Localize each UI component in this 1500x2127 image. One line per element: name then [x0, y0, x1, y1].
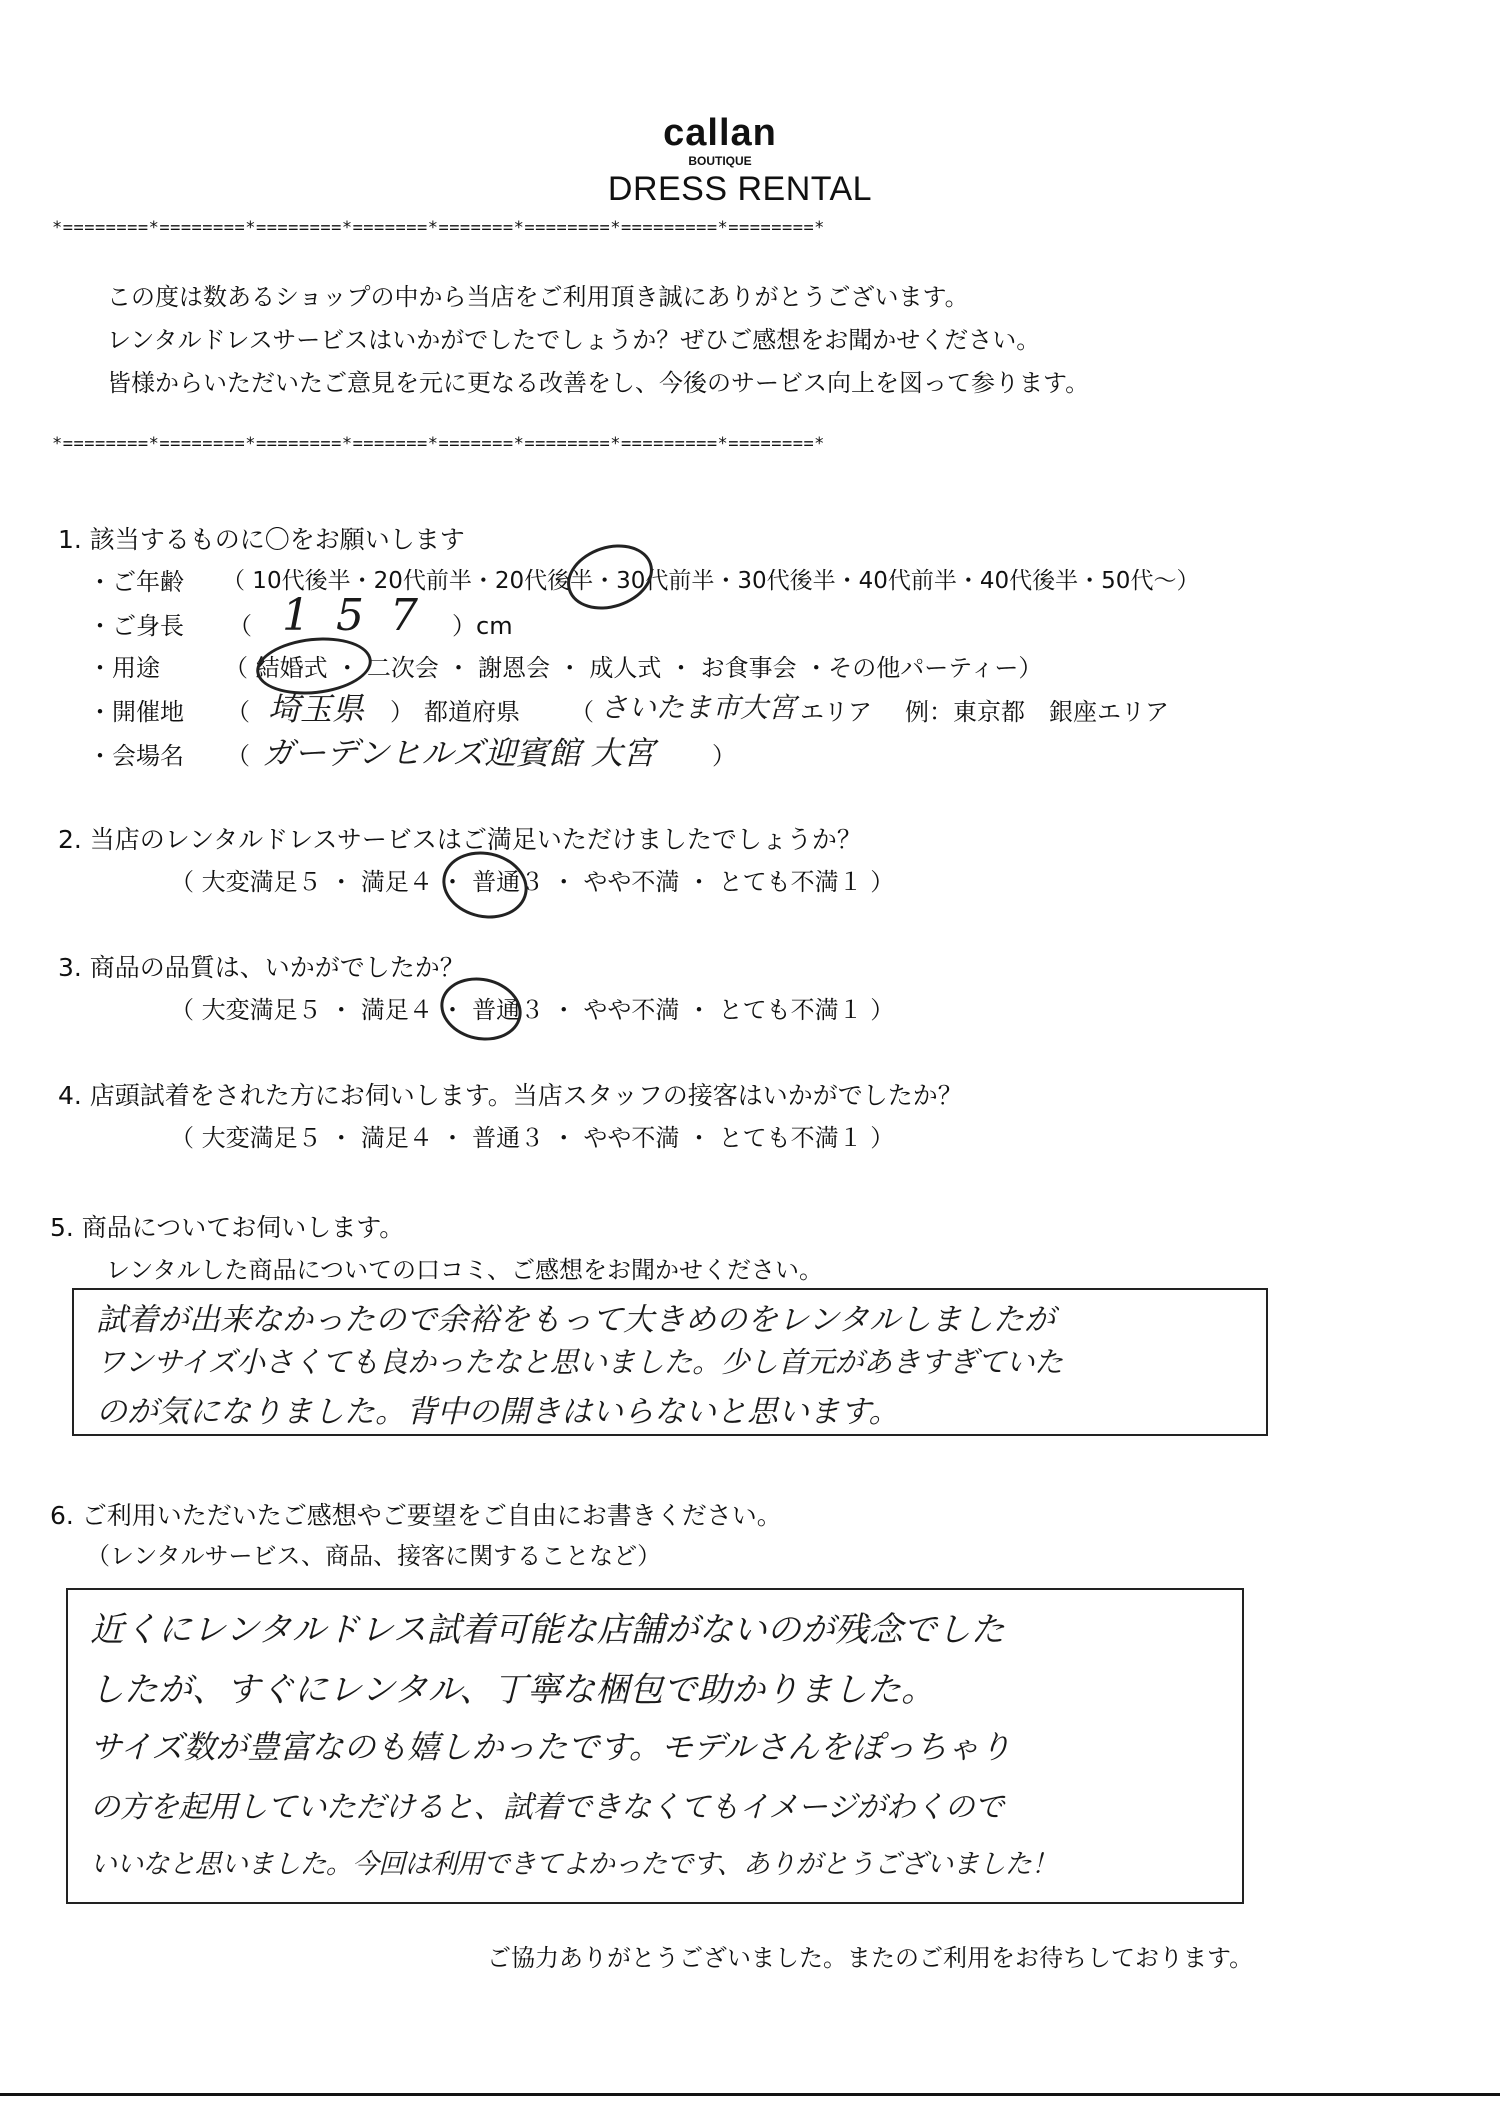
- q6-subtitle: （レンタルサービス、商品、接客に関することなど）: [86, 1542, 662, 1570]
- q6-answer-box: [66, 1588, 1244, 1904]
- hall-value: ガーデンヒルズ迎賓館 大宮: [262, 734, 655, 772]
- age-selection-circle: [559, 534, 662, 620]
- q5-subtitle: レンタルした商品についての口コミ、ご感想をお聞かせください。: [106, 1256, 823, 1284]
- venue-open-1: （: [226, 698, 250, 726]
- q6-answer-line-5: いいなと思いました。今回は利用できてよかったです、ありがとうございました！: [90, 1849, 1058, 1880]
- venue-area: さいたま市大宮: [600, 691, 797, 724]
- q5-answer-line-3: のが気になりました。背中の開きはいらないと思います。: [96, 1394, 900, 1430]
- height-label: ・ご身長: [88, 612, 184, 640]
- q6-answer-line-1: 近くにレンタルドレス試着可能な店舗がないのが残念でした: [90, 1610, 1005, 1650]
- brand-logo: callan: [663, 112, 777, 154]
- height-open: （: [228, 612, 252, 640]
- q3-options: （ 大変満足５ ・ 満足４ ・ 普通３ ・ やや不満 ・ とても不満１ ）: [170, 996, 895, 1024]
- venue-close-1: ）: [390, 698, 414, 726]
- q3-title: 3. 商品の品質は、いかがでしたか？: [58, 953, 465, 982]
- hall-close: ）: [712, 742, 736, 770]
- brand-sublabel: BOUTIQUE: [688, 154, 752, 168]
- venue-prefecture: 埼玉県: [268, 690, 365, 728]
- q2-selection-circle: [436, 844, 534, 926]
- q4-options: （ 大変満足５ ・ 満足４ ・ 普通３ ・ やや不満 ・ とても不満１ ）: [170, 1124, 895, 1152]
- q5-answer-box: [72, 1288, 1268, 1436]
- purpose-label: ・用途: [88, 654, 160, 682]
- intro-line-3: 皆様からいただいたご意見を元に更なる改善をし、今後のサービス向上を図って参ります。: [107, 369, 1090, 397]
- closing-message: ご協力ありがとうございました。またのご利用をお待ちしております。: [487, 1944, 1254, 1972]
- height-unit: ）cm: [452, 612, 513, 640]
- height-value: 157: [282, 590, 444, 641]
- venue-label: ・開催地: [88, 698, 184, 726]
- q5-answer-line-2: ワンサイズ小さくても良かったなと思いました。少し首元があきすぎていた: [96, 1345, 1063, 1379]
- venue-open-2: （: [570, 698, 594, 726]
- q6-answer-line-2: したが、すぐにレンタル、丁寧な梱包で助かりました。: [90, 1670, 936, 1710]
- hall-open: （: [226, 742, 250, 770]
- q5-answer-line-1: 試着が出来なかったので余裕をもって大きめのをレンタルしましたが: [96, 1302, 1055, 1338]
- q6-title: 6. ご利用いただいたご感想やご要望をご自由にお書きください。: [50, 1501, 782, 1530]
- age-options: （ 10代後半・20代前半・20代後半・30代前半・30代後半・40代前半・40代後半・50代～）: [222, 568, 1200, 594]
- intro-line-1: この度は数あるショップの中から当店をご利用頂き誠にありがとうございます。: [107, 283, 969, 311]
- bottom-rule: [0, 2093, 1500, 2096]
- q2-title: 2. 当店のレンタルドレスサービスはご満足いただけましたでしょうか？: [58, 825, 862, 854]
- hall-label: ・会場名: [88, 742, 184, 770]
- divider-middle: *========*========*========*=======*=======*========*=========*========*: [52, 434, 825, 454]
- intro-line-2: レンタルドレスサービスはいかがでしたでしょうか？ぜひご感想をお聞かせください。: [107, 326, 1041, 354]
- q5-title: 5. 商品についてお伺いします。: [50, 1213, 405, 1242]
- q6-answer-line-3: サイズ数が豊富なのも嬉しかったです。モデルさんをぽっちゃり: [90, 1728, 1012, 1766]
- venue-area-suffix: エリア: [800, 698, 872, 726]
- purpose-options: （ 結婚式 ・ 二次会 ・ 謝恩会 ・ 成人式 ・ お食事会 ・その他パーティー）: [224, 654, 1043, 682]
- venue-example: 例：東京都 銀座エリア: [905, 698, 1169, 726]
- q2-options: （ 大変満足５ ・ 満足４ ・ 普通３ ・ やや不満 ・ とても不満１ ）: [170, 868, 895, 896]
- q1-title: 1. 該当するものに〇をお願いします: [58, 525, 465, 554]
- q6-answer-line-4: の方を起用していただけると、試着できなくてもイメージがわくので: [90, 1790, 1004, 1825]
- document-title: DRESS RENTAL: [607, 170, 873, 208]
- age-label: ・ご年齢: [88, 568, 184, 596]
- divider-top: *========*========*========*=======*=======*========*=========*========*: [52, 218, 825, 238]
- venue-pref-suffix: 都道府県: [424, 698, 520, 726]
- q4-title: 4. 店頭試着をされた方にお伺いします。当店スタッフの接客はいかがでしたか？: [58, 1081, 963, 1110]
